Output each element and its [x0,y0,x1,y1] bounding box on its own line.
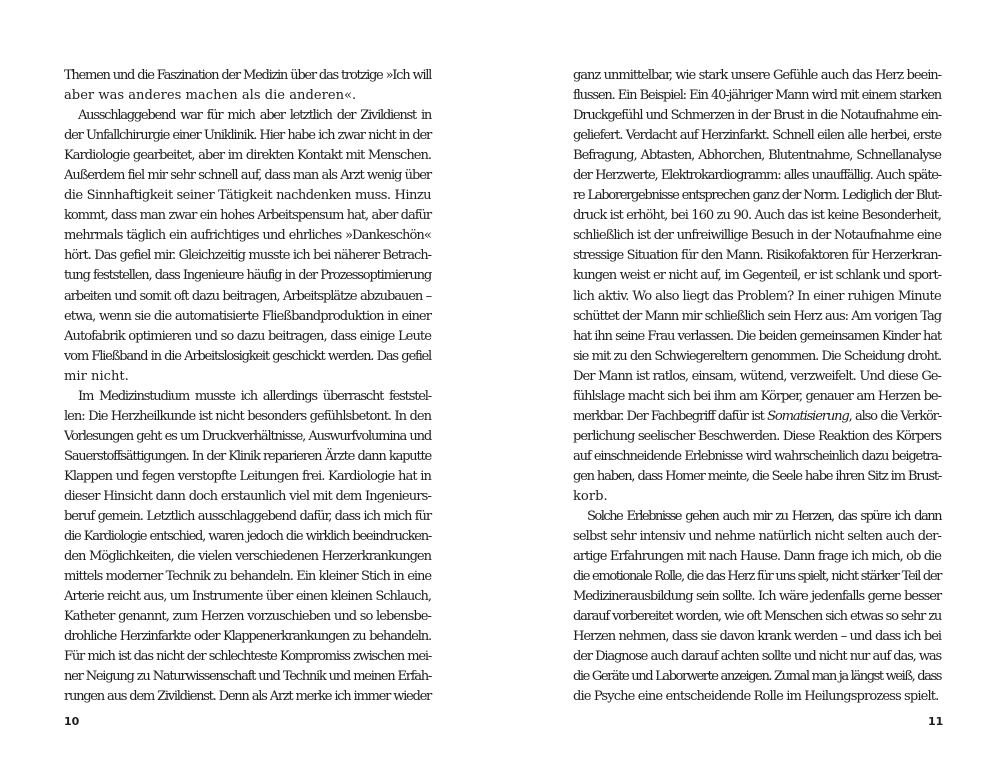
text-line: die Psyche eine entscheidende Rolle im Heilungsprozess spielt. [573,689,939,705]
left-page-text [64,66,431,708]
text-line: hört. Das gefiel mir. Gleichzeitig musste ich bei näherer Betrach- [64,248,431,264]
text-line: druck ist erhöht, bei 160 zu 90. Auch das ist keine Besonderheit, [573,208,941,224]
text-line: der Diagnose auch darauf achten sollte und nicht nur auf das, was [573,649,941,665]
text-line: geliefert. Verdacht auf Herzinfarkt. Schnell eilen alle herbei, erste [573,128,941,144]
text-line: der Herzwerte, Elektrokardiogramm: alles unauffällig. Auch späte- [573,168,941,184]
text-line: die Kardiologie entschied, waren jedoch die wirklich beeindrucken- [64,529,431,545]
text-line: Arterie reicht aus, um Instrumente über einen kleinen Schlauch, [64,589,431,605]
text-line: Katheter genannt, zum Herzen vorzuschieben und so lebensbe- [64,609,431,625]
text-line: Sauerstoffsättigungen. In der Klinik reparieren Ärzte dann kaputte [64,448,431,464]
text-line: gen haben, dass Homer meinte, die Seele habe ihren Sitz im Brust- [573,468,941,484]
right-page [500,0,1000,778]
text-line: Ausschlaggebend war für mich aber letztlich der Zivildienst in [78,108,431,124]
text-line: Vorlesungen geht es um Druckverhältnisse, Auswurfvolumina und [64,428,431,444]
text-line: tung feststellen, dass Ingenieure häufig in der Prozessoptimierung [64,268,431,284]
text-line: Befragung, Abtasten, Abhorchen, Blutentnahme, Schnellanalyse [573,148,941,164]
italic-term: Somatisierung [767,408,849,424]
text-line: Für mich ist das nicht der schlechteste Kompromiss zwischen mei- [64,649,431,665]
text-line: ner Neigung zu Naturwissenschaft und Technik und meinen Erfah- [64,669,431,685]
text-line: artige Erfahrungen mit nach Hause. Dann frage ich mich, ob die [573,549,941,565]
text-line: sie mit zu den Schwiegereltern genommen. Die Scheidung droht. [573,348,941,364]
right-page-text [573,66,941,708]
text-line: Der Mann ist ratlos, einsam, wütend, verzweifelt. Und diese Ge- [573,368,941,384]
text-line: Außerdem fiel mir sehr schnell auf, dass man als Arzt wenig über [64,168,431,184]
text-line: mehrmals täglich ein aufrichtiges und ehrliches »Dankeschön« [64,228,431,244]
text-line: vom Fließband in die Arbeitslosigkeit geschickt werden. Das gefiel [64,348,431,364]
text-line: perlichung seelischer Beschwerden. Diese Reaktion des Körpers [573,428,941,444]
text-line: drohliche Herzinfarkte oder Klappenerkrankungen zu behandeln. [64,629,431,645]
text-line: lich aktiv. Wo also liegt das Problem? In einer ruhigen Minute [573,288,941,304]
text-line: beruf gemein. Letztlich ausschlaggebend dafür, dass ich mich für [64,509,431,525]
text-line: Autofabrik optimieren und so dazu beitragen, dass einige Leute [64,328,431,344]
text-line: auf einschneidende Erlebnisse wird wahrscheinlich dazu beigetra- [573,448,941,464]
text-line: rungen aus dem Zivildienst. Denn als Arzt merke ich immer wieder [64,689,431,705]
text-line: aber was anderes machen als die anderen«. [64,88,357,104]
text-line: Medizinerausbildung sein sollte. Ich wäre jedenfalls gerne besser [573,589,941,605]
text-line: Im Medizinstudium musste ich allerdings überrascht feststel- [78,388,431,404]
text-line: mittels moderner Technik zu behandeln. Ein kleiner Stich in eine [64,569,431,585]
text-line: Druckgefühl und Schmerzen in der Brust in die Notaufnahme ein- [573,108,941,124]
text-line: Solche Erlebnisse gehen auch mir zu Herzen, das spüre ich dann [587,509,941,525]
text-line: Herzen nehmen, dass sie davon krank werden – und dass ich bei [573,629,941,645]
text-line: kommt, dass man zwar ein hohes Arbeitspensum hat, aber dafür [64,208,431,224]
text-line: den Möglichkeiten, die vielen verschiedenen Herzerkrankungen [64,549,431,565]
text-line: Kardiologie gearbeitet, aber im direkten Kontakt mit Menschen. [64,148,431,164]
text-line: merkbar. Der Fachbegriff dafür ist Somatisierung, also die Verkör- [573,408,942,424]
right-page-number: 11 [928,715,944,728]
text-line: arbeiten und somit oft dazu beitragen, Arbeitsplätze abzubauen – [64,288,431,304]
text-line: Themen und die Faszination der Medizin über das trotzige »Ich will [64,68,431,83]
text-line: die emotionale Rolle, die das Herz für uns spielt, nicht stärker Teil der [573,569,941,585]
text-line: etwa, wenn sie die automatisierte Fließbandproduktion in einer [64,308,431,324]
text-line: schließlich ist der unfreiwillige Besuch in der Notaufnahme eine [573,228,941,244]
text-line: korb. [573,488,608,504]
text-line: stressige Situation für den Mann. Risikofaktoren für Herzerkran- [573,248,941,264]
text-line: hat ihn seine Frau verlassen. Die beiden gemeinsamen Kinder hat [573,328,941,344]
text-line: schüttet der Mann mir schließlich sein Herz aus: Am vorigen Tag [573,308,941,324]
text-line: flussen. Ein Beispiel: Ein 40-jähriger Mann wird mit einem starken [573,88,941,104]
text-line: ganz unmittelbar, wie stark unsere Gefühle auch das Herz beein- [573,68,941,83]
text-line: der Unfallchirurgie einer Uniklinik. Hier habe ich zwar nicht in der [64,128,431,144]
text-line: len: Die Herzheilkunde ist nicht besonders gefühlsbetont. In den [64,408,431,424]
text-line: fühlslage macht sich bei ihm am Körper, genauer am Herzen be- [573,388,941,404]
text-line: dieser Hinsicht dann doch erstaunlich viel mit dem Ingenieurs- [64,488,431,504]
text-line: die Sinnhaftigkeit seiner Tätigkeit nachdenken muss. Hinzu [64,188,431,204]
text-line: re Laborergebnisse entsprechen ganz der Norm. Lediglich der Blut- [573,188,941,204]
text-line: mir nicht. [64,368,129,384]
text-line: selbst sehr intensiv und nehme natürlich nicht selten auch der- [573,529,941,545]
text-line: kungen weist er nicht auf, im Gegenteil, er ist schlank und sport- [573,268,941,284]
text-line: die Geräte und Laborwerte anzeigen. Zumal man ja längst weiß, dass [573,669,941,685]
text-line: darauf vorbereitet worden, wie oft Menschen sich etwas so sehr zu [573,609,941,625]
text-line: Klappen und fegen verstopfte Leitungen frei. Kardiologie hat in [64,468,431,484]
left-page-number: 10 [64,715,80,728]
